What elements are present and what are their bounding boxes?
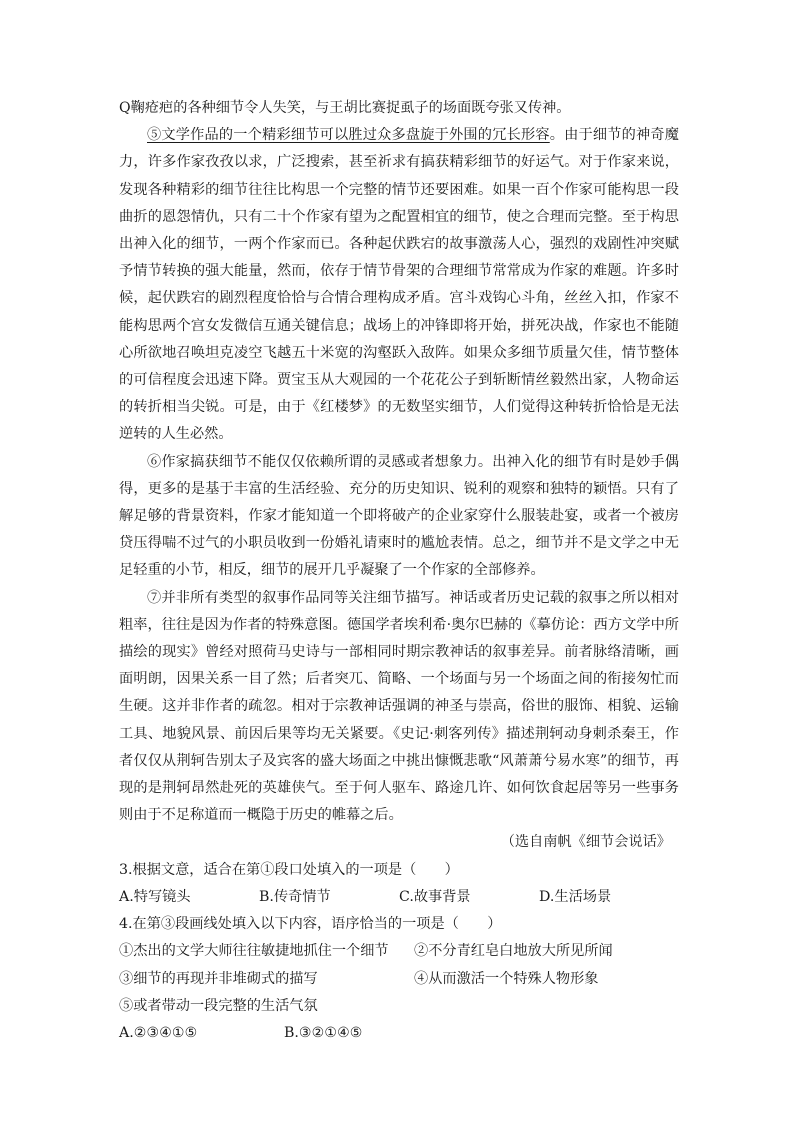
item-1: ①杰出的文学大师往往敏捷地抓住一个细节 — [119, 943, 389, 960]
paragraph-7: ⑦并非所有类型的叙事作品同等关注细节描写。神话或者历史记载的叙事之所以相对粗率，往往是因为作者的特殊意图。德国学者埃利希·奥尔巴赫的《摹仿论：西方文学中所描绘的现实》曾经对照荷马史诗与一部相同时期宗教神话的叙事差异。前者脉络清晰，画面明朗，因果关系一目了然；后者突兀、简略、一个场面与另一个场面之间的衔接匆忙而生硬。这并非作者的疏忽。相对于宗教神话强调的神圣与崇高，俗世的服饰、相貌、运输工具、地貌风景、前因后果等均无关紧要。《史记·刺客列传》描述荆轲动身刺杀秦王，作者仅仅从荆轲告别太子及宾客的盛大场面之中挑出慷慨悲歌“风萧萧兮易水寒”的细节，再现的是荆轲昂然赴死的英雄侠气。至于何人驱车、路途几许、如何饮食起居等另一些事务则由于不足称道而一概隐于历史的帷幕之后。 — [119, 589, 679, 824]
item-4: ④从而激活一个特殊人物形象 — [414, 970, 599, 987]
option-a: A.特写镜头 — [119, 888, 191, 905]
paragraph-5 — [119, 122, 679, 448]
paragraph-6: ⑥作家搞获细节不能仅仅依赖所谓的灵感或者想象力。出神入化的细节有时是妙手偶得，更多的是基于丰富的生活经验、充分的历史知识、锐利的观察和独特的颖悟。只有了解足够的背景资料，作家才能知道一个即将破产的企业家穿什么服装赴宴，或者一个被房贷压得喘不过气的小职员收到一份婚礼请柬时的尴尬表情。总之，细节并不是文学之中无足轻重的小节，相反，细节的展开几乎凝聚了一个作家的全部修养。 — [119, 453, 679, 579]
question-4-stem: 4.在第③段画线处填入以下内容，语序恰当的一项是（ ） — [119, 916, 502, 933]
question-3-stem: 3.根据文意，适合在第①段口处填入的一项是（ ） — [119, 861, 459, 878]
item-2: ②不分青红皂白地放大所见所闻 — [414, 943, 613, 960]
item-3: ③细节的再现并非堆砌式的描写 — [119, 970, 318, 987]
question-4-options — [119, 1020, 679, 1047]
option-c: C.故事背景 — [399, 888, 471, 905]
underlined-sentence: ⑤文学作品的一个精彩细节可以胜过众多盘旋于外围的冗长形容 — [147, 127, 550, 144]
question-4-items-row-2 — [119, 966, 679, 993]
option-b: B.③②①④⑤ — [284, 1024, 363, 1041]
option-d: D.生活场景 — [539, 888, 612, 905]
document-content — [119, 95, 679, 1047]
option-b: B.传奇情节 — [259, 888, 331, 905]
paragraph-5-text: 。由于细节的神奇魔力，许多作家孜孜以求，广泛搜索，甚至祈求有搞获精彩细节的好运气。对于作家来说，发现各种精彩的细节往往比构思一个完整的情节还要困难。如果一百个作家可能构思一段曲折的恩怨情仇，只有二十个作家有望为之配置相宜的细节，使之合理而完整。至于构思出神入化的细节，一两个作家而已。各种起伏跌宕的故事激荡人心，强烈的戏剧性冲突赋予情节转换的强大能量，然而，依存于情节骨架的合理细节常常成为作家的难题。许多时候，起伏跌宕的剧烈程度恰恰与合情合理构成矛盾。宫斗戏钩心斗角，丝丝入扣，作家不能构思两个宫女发微信互通关键信息；战场上的冲锋即将开始，拼死决战，作家也不能随心所欲地召唤坦克凌空飞越五十米宽的沟壑跃入敌阵。如果众多细节质量欠佳，情节整体的可信程度会迅速下降。贾宝玉从大观园的一个花花公子到斩断情丝毅然出家，人物命运的转折相当尖锐。可是，由于《红楼梦》的无数坚实细节，人们觉得这种转折恰恰是无法逆转的人生必然。 — [119, 127, 679, 443]
source-citation: （选自南帆《细节会说话》 — [500, 834, 671, 851]
paragraph-continued: Q鞠疮疤的各种细节令人失笑，与王胡比赛捉虱子的场面既夸张又传神。 — [119, 100, 571, 116]
question-4-items-row-3 — [119, 993, 679, 1020]
item-5: ⑤或者带动一段完整的生活气氛 — [119, 997, 318, 1014]
question-4-items-row-1 — [119, 938, 679, 965]
question-3-options — [119, 884, 679, 911]
option-a: A.②③④①⑤ — [119, 1024, 198, 1041]
